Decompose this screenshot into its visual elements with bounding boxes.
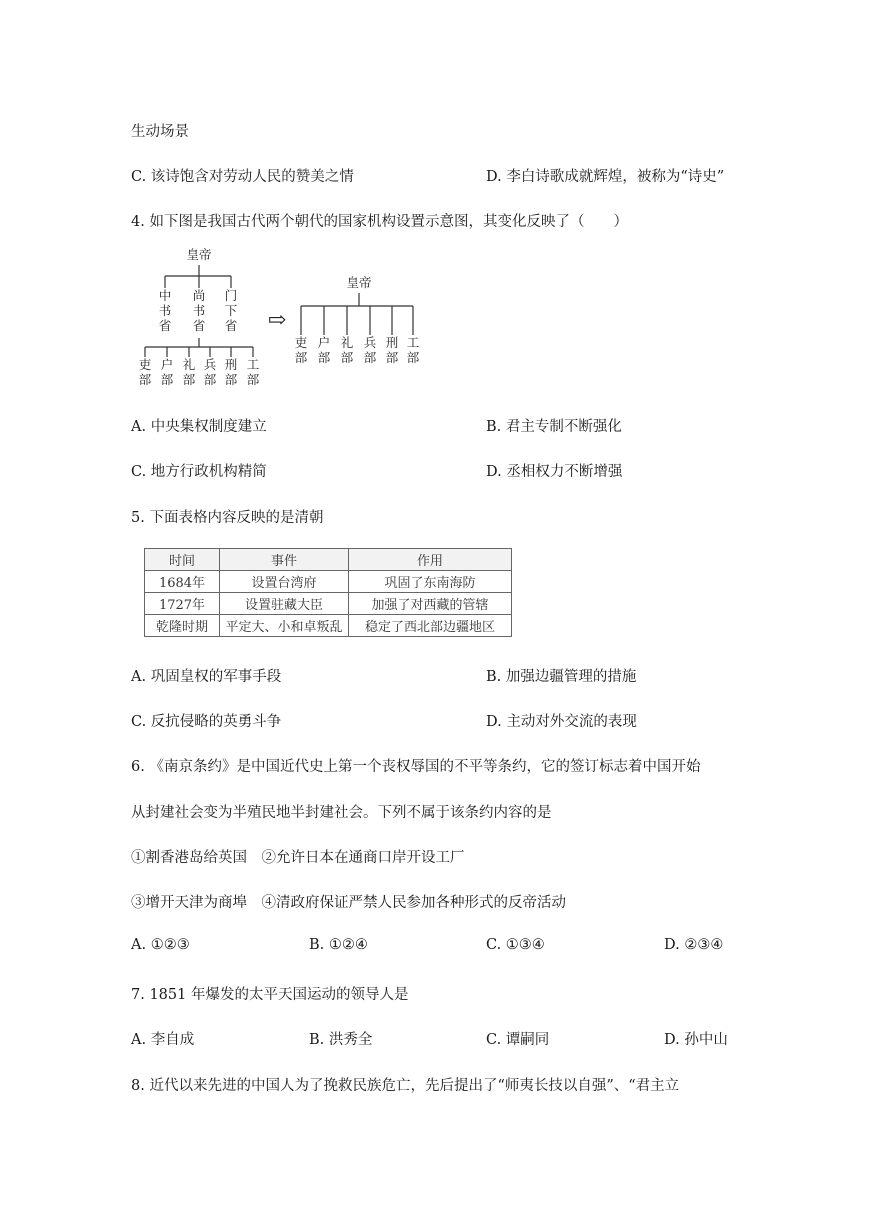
ministry-li-personnel: 吏部: [294, 335, 308, 365]
cell-time: 乾隆时期: [145, 615, 220, 637]
q6-items-line2: ③增开天津为商埠 ④清政府保证严禁人民参加各种形式的反帝活动: [131, 895, 566, 911]
dept-menxia: 门下省: [224, 288, 238, 333]
cell-event: 设置台湾府: [220, 571, 349, 593]
cell-effect: 加强了对西藏的管辖: [349, 593, 512, 615]
dept-shangshu: 尚书省: [192, 288, 206, 333]
cell-time: 1727年: [145, 593, 220, 615]
q6-option-d: D. ②③④: [664, 937, 724, 953]
q8-stem: 8. 近代以来先进的中国人为了挽救民族危亡，先后提出了“师夷长技以自强”、“君主立: [131, 1078, 680, 1094]
q3-option-c: C. 该诗饱含对劳动人民的赞美之情: [131, 169, 354, 185]
q5-option-d: D. 主动对外交流的表现: [486, 714, 637, 730]
cell-event: 平定大、小和卓叛乱: [220, 615, 349, 637]
q6-option-a: A. ①②③: [131, 937, 190, 953]
ministry-li-rites: 礼部: [340, 335, 354, 365]
header-effect: 作用: [349, 549, 512, 571]
q7-option-b: B. 洪秀全: [309, 1032, 373, 1048]
table-row: [145, 571, 512, 593]
ministry-bing: 兵部: [203, 357, 217, 387]
cell-effect: 稳定了西北部边疆地区: [349, 615, 512, 637]
ministry-hu: 户部: [160, 357, 174, 387]
q5-option-a: A. 巩固皇权的军事手段: [131, 669, 282, 685]
q6-items-line1: ①割香港岛给英国 ②允许日本在通商口岸开设工厂: [131, 850, 465, 866]
ministry-li-personnel: 吏部: [138, 357, 152, 387]
q5-stem: 5. 下面表格内容反映的是清朝: [131, 510, 324, 526]
ministry-bing: 兵部: [363, 335, 377, 365]
header-time: 时间: [145, 549, 220, 571]
ministry-xing: 刑部: [224, 357, 238, 387]
ministry-gong: 工部: [246, 357, 260, 387]
q6-stem-line2: 从封建社会变为半殖民地半封建社会。下列不属于该条约内容的是: [131, 805, 552, 821]
ministry-hu: 户部: [317, 335, 331, 365]
q5-qing-table: [144, 548, 512, 637]
header-event: 事件: [220, 549, 349, 571]
left-six-ministries: [139, 357, 260, 387]
left-emperor: 皇帝: [186, 247, 212, 262]
table-header-row: [145, 549, 512, 571]
left-middle-depts: [159, 288, 238, 333]
transition-arrow-icon: ⇨: [267, 308, 287, 333]
q4-option-b: B. 君主专制不断强化: [486, 419, 622, 435]
ministry-xing: 刑部: [385, 335, 399, 365]
right-emperor: 皇帝: [346, 275, 372, 290]
q4-institution-diagram: [130, 243, 430, 398]
cell-time: 1684年: [145, 571, 220, 593]
ministry-li-rites: 礼部: [182, 357, 196, 387]
table-row: [145, 615, 512, 637]
q6-stem-line1: 6. 《南京条约》是中国近代史上第一个丧权辱国的不平等条约，它的签订标志着中国开始: [131, 759, 701, 775]
q5-option-b: B. 加强边疆管理的措施: [486, 669, 637, 685]
q5-option-c: C. 反抗侵略的英勇斗争: [131, 714, 282, 730]
cell-effect: 巩固了东南海防: [349, 571, 512, 593]
q7-option-a: A. 李自成: [131, 1032, 195, 1048]
q4-stem: 4. 如下图是我国古代两个朝代的国家机构设置示意图，其变化反映了（ ）: [131, 214, 628, 230]
q4-option-a: A. 中央集权制度建立: [131, 419, 267, 435]
q4-option-d: D. 丞相权力不断增强: [486, 464, 623, 480]
dept-zhongshu: 中书省: [158, 288, 172, 333]
ministry-gong: 工部: [406, 335, 420, 365]
q3-option-d: D. 李白诗歌成就辉煌，被称为“诗史”: [486, 169, 725, 185]
q6-option-b: B. ①②④: [309, 937, 368, 953]
q7-stem: 7. 1851 年爆发的太平天国运动的领导人是: [131, 987, 409, 1003]
q7-option-c: C. 谭嗣同: [486, 1032, 550, 1048]
q4-option-c: C. 地方行政机构精简: [131, 464, 267, 480]
table-row: [145, 593, 512, 615]
q7-option-d: D. 孙中山: [664, 1032, 728, 1048]
right-six-ministries: [295, 335, 420, 365]
cell-event: 设置驻藏大臣: [220, 593, 349, 615]
q6-option-c: C. ①③④: [486, 937, 545, 953]
q3-continuation: 生动场景: [131, 124, 189, 140]
